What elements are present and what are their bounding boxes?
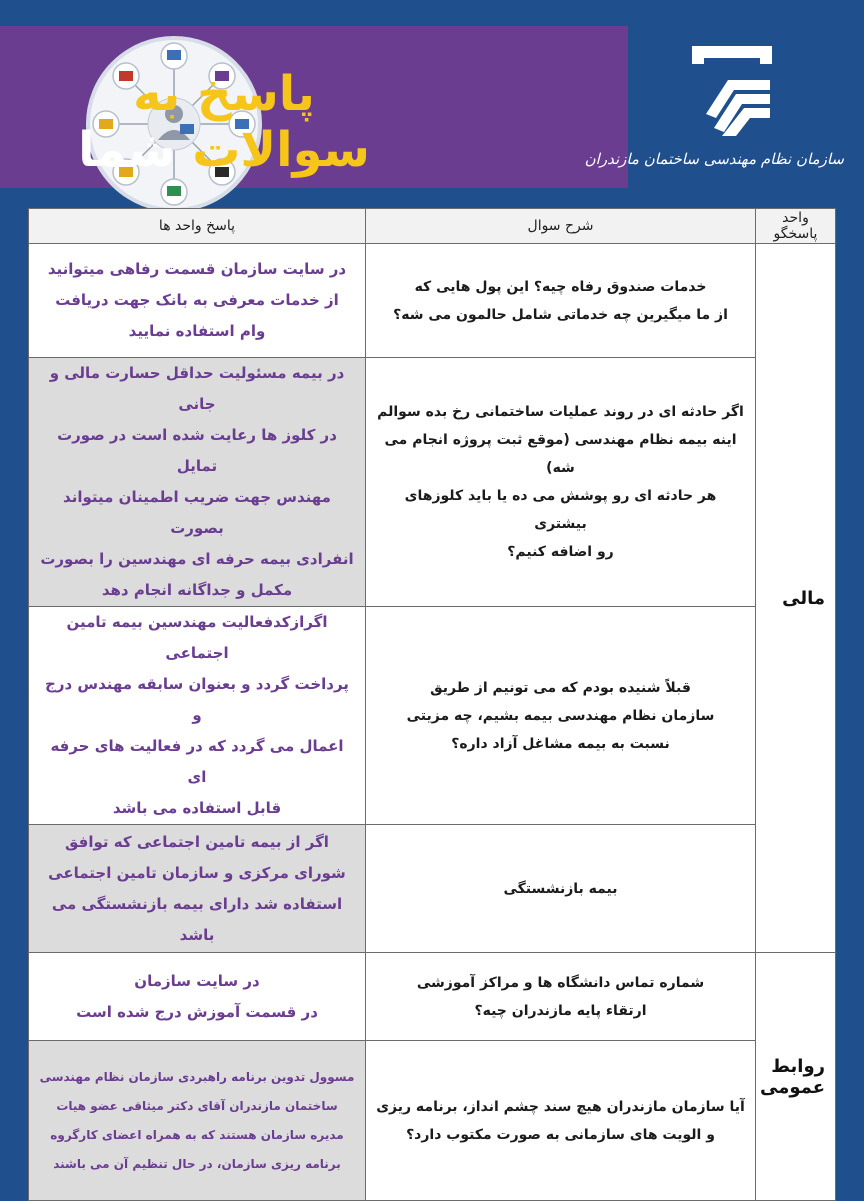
answer-line: اگرازکدفعالیت مهندسین بیمه تامین اجتماعی bbox=[66, 613, 328, 662]
title-word-your: شما bbox=[78, 122, 176, 178]
question-line: ارتقاء پایه مازندران چیه؟ bbox=[474, 1002, 647, 1019]
building-roof-logo-icon bbox=[620, 36, 844, 136]
question-line: خدمات صندوق رفاه چیه؟ این پول هایی که bbox=[414, 278, 707, 295]
organization-logo bbox=[584, 36, 844, 168]
answer-line: انفرادی بیمه حرفه ای مهندسین را بصورت bbox=[40, 550, 354, 568]
answer-line: ساختمان مازندران آقای دکتر میثاقی عضو هیات bbox=[56, 1098, 338, 1113]
answer-line: پرداخت گردد و بعنوان سابقه مهندس درج و bbox=[45, 675, 349, 724]
answer-line: قابل استفاده می باشد bbox=[112, 799, 282, 817]
answer-line: در قسمت آموزش درج شده است bbox=[76, 1002, 318, 1021]
question-line: رو اضافه کنیم؟ bbox=[507, 544, 614, 560]
answer-cell bbox=[29, 607, 366, 825]
answer-line: شورای مرکزی و سازمان تامین اجتماعی bbox=[48, 863, 346, 882]
column-header-answer: پاسخ واحد ها bbox=[29, 209, 366, 244]
title-word-questions: سوالات bbox=[192, 122, 370, 178]
question-line: اینه بیمه نظام مهندسی (موقع ثبت پروژه انجام می شه) bbox=[384, 432, 737, 476]
answer-line: از خدمات معرفی به بانک جهت دریافت bbox=[55, 291, 339, 309]
table-header-row bbox=[29, 209, 836, 244]
question-line: و الویت های سازمانی به صورت مکتوب دارد؟ bbox=[406, 1126, 715, 1143]
table-row bbox=[29, 244, 836, 358]
organization-name: سازمان نظام مهندسی ساختمان مازندران bbox=[584, 150, 844, 168]
answer-line: مسوول تدوین برنامه راهبردی سازمان نظام مهندسی bbox=[39, 1069, 355, 1084]
question-line: اگر حادثه ای در روند عملیات ساختمانی رخ بده سوالم bbox=[377, 404, 744, 420]
table-row bbox=[29, 825, 836, 953]
table-row bbox=[29, 953, 836, 1041]
answer-cell bbox=[29, 358, 366, 607]
answer-line: برنامه ریزی سازمان، در حال تنظیم آن می باشند bbox=[53, 1156, 341, 1171]
column-header-question: شرح سوال bbox=[366, 209, 756, 244]
answer-line: اگر از بیمه تامین اجتماعی که توافق bbox=[65, 832, 329, 851]
question-cell bbox=[366, 1041, 756, 1201]
question-line: آیا سازمان مازندران هیچ سند چشم انداز، برنامه ریزی bbox=[376, 1098, 745, 1115]
question-cell bbox=[366, 607, 756, 825]
answer-line: در بیمه مسئولیت حداقل حسارت مالی و جانی bbox=[49, 364, 345, 413]
answer-cell bbox=[29, 953, 366, 1041]
answer-line: وام استفاده نمایید bbox=[128, 322, 266, 340]
table-row bbox=[29, 358, 836, 607]
question-line: شماره تماس دانشگاه ها و مراکز آموزشی bbox=[416, 974, 705, 991]
question-cell bbox=[366, 244, 756, 358]
title-line-2 bbox=[74, 122, 374, 178]
question-line: بیمه بازنشستگی bbox=[503, 880, 618, 897]
answer-line: مهندس جهت ضریب اطمینان میتواند بصورت bbox=[63, 488, 331, 537]
answer-cell bbox=[29, 244, 366, 358]
answer-line: در کلوز ها رعایت شده است در صورت تمایل bbox=[57, 426, 337, 475]
column-header-unit: واحد پاسخگو bbox=[756, 209, 836, 244]
page-title bbox=[74, 66, 374, 178]
table-row bbox=[29, 1041, 836, 1201]
question-line: نسبت به بیمه مشاغل آزاد داره؟ bbox=[451, 735, 670, 752]
question-line: سازمان نظام مهندسی بیمه بشیم، چه مزیتی bbox=[406, 707, 715, 724]
answer-line: در سایت سازمان قسمت رفاهی میتوانید bbox=[47, 260, 347, 278]
answer-line: مدیره سازمان هستند که به همراه اعضای کارگروه bbox=[50, 1127, 344, 1142]
answer-line: در سایت سازمان bbox=[134, 971, 260, 990]
answer-cell bbox=[29, 1041, 366, 1201]
answer-cell bbox=[29, 825, 366, 953]
question-line: هر حادثه ای رو پوشش می ده یا باید کلوزهای بیشتری bbox=[404, 488, 717, 532]
title-line-1: پاسخ به bbox=[133, 66, 315, 122]
answer-line: مکمل و جداگانه انجام دهد bbox=[101, 581, 293, 599]
question-cell bbox=[366, 825, 756, 953]
unit-cell-public-relations: روابط عمومی bbox=[756, 953, 836, 1201]
qa-table bbox=[28, 208, 836, 1201]
answer-line: اعمال می گردد که در فعالیت های حرفه ای bbox=[50, 737, 344, 786]
question-cell bbox=[366, 953, 756, 1041]
header-banner bbox=[0, 26, 628, 188]
question-line: قبلاً شنیده بودم که می تونیم از طریق bbox=[430, 679, 691, 696]
question-line: از ما میگیرین چه خدماتی شامل حالمون می شه؟ bbox=[393, 306, 728, 323]
answer-line: استفاده شد دارای بیمه بازنشستگی می باشد bbox=[51, 894, 343, 944]
unit-cell-finance: مالی bbox=[756, 244, 836, 953]
table-row bbox=[29, 607, 836, 825]
question-cell bbox=[366, 358, 756, 607]
